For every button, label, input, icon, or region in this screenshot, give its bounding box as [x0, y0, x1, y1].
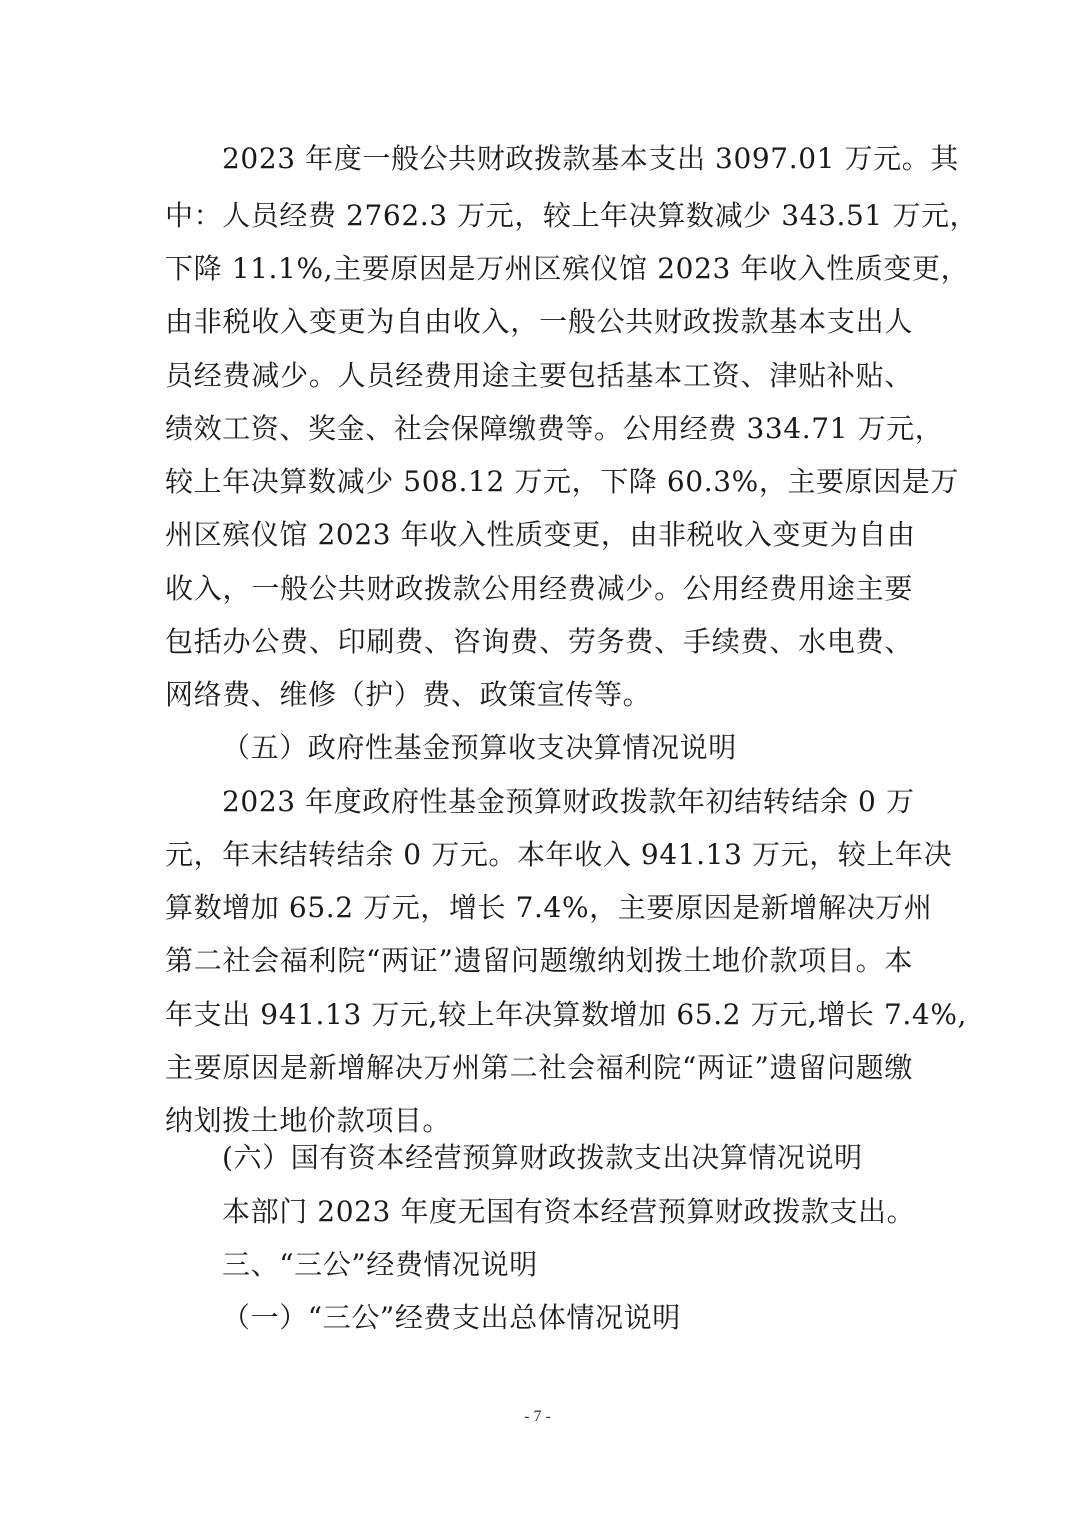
paragraph-line: 2023 年度政府性基金预算财政拨款年初结转结余 0 万 — [222, 785, 915, 818]
paragraph-line: 网络费、维修（护）费、政策宣传等。 — [165, 678, 652, 711]
paragraph-line: 包括办公费、印刷费、咨询费、劳务费、手续费、水电费、 — [165, 625, 913, 658]
section-heading: (六）国有资本经营预算财政拨款支出决算情况说明 — [222, 1141, 863, 1174]
paragraph-line: 2023 年度一般公共财政拨款基本支出 3097.01 万元。其 — [222, 142, 959, 175]
paragraph-line: 员经费减少。人员经费用途主要包括基本工资、津贴补贴、 — [165, 359, 913, 392]
paragraph-line: 由非税收入变更为自由收入，一般公共财政拨款基本支出人 — [165, 305, 913, 338]
paragraph-line: 州区殡仪馆 2023 年收入性质变更，由非税收入变更为自由 — [165, 518, 916, 551]
paragraph-line: 绩效工资、奖金、社会保障缴费等。公用经费 334.71 万元， — [165, 412, 944, 445]
paragraph-line: 较上年决算数减少 508.12 万元，下降 60.3%，主要原因是万 — [165, 465, 960, 498]
paragraph-line: 主要原因是新增解决万州第二社会福利院“两证”遗留问题缴 — [165, 1051, 913, 1084]
paragraph-line: 下降 11.1%,主要原因是万州区殡仪馆 2023 年收入性质变更， — [165, 252, 970, 285]
section-heading: （五）政府性基金预算收支决算情况说明 — [222, 731, 737, 764]
paragraph-line: 纳划拨土地价款项目。 — [165, 1104, 452, 1137]
page-number: - 7 - — [524, 1408, 551, 1425]
subsection-heading: （一）“三公”经费支出总体情况说明 — [222, 1301, 681, 1334]
paragraph-line: 第二社会福利院“两证”遗留问题缴纳划拨土地价款项目。本 — [165, 944, 913, 977]
paragraph-line: 算数增加 65.2 万元，增长 7.4%，主要原因是新增解决万州 — [165, 891, 933, 924]
section-heading: 三、“三公”经费情况说明 — [222, 1248, 538, 1281]
paragraph-line: 收入，一般公共财政拨款公用经费减少。公用经费用途主要 — [165, 572, 913, 605]
paragraph-line: 中：人员经费 2762.3 万元，较上年决算数减少 343.51 万元， — [165, 199, 979, 232]
paragraph-line: 元，年末结转结余 0 万元。本年收入 941.13 万元，较上年决 — [165, 838, 953, 871]
paragraph-line: 本部门 2023 年度无国有资本经营预算财政拨款支出。 — [222, 1195, 916, 1228]
paragraph-line: 年支出 941.13 万元,较上年决算数增加 65.2 万元,增长 7.4%, — [165, 998, 968, 1031]
